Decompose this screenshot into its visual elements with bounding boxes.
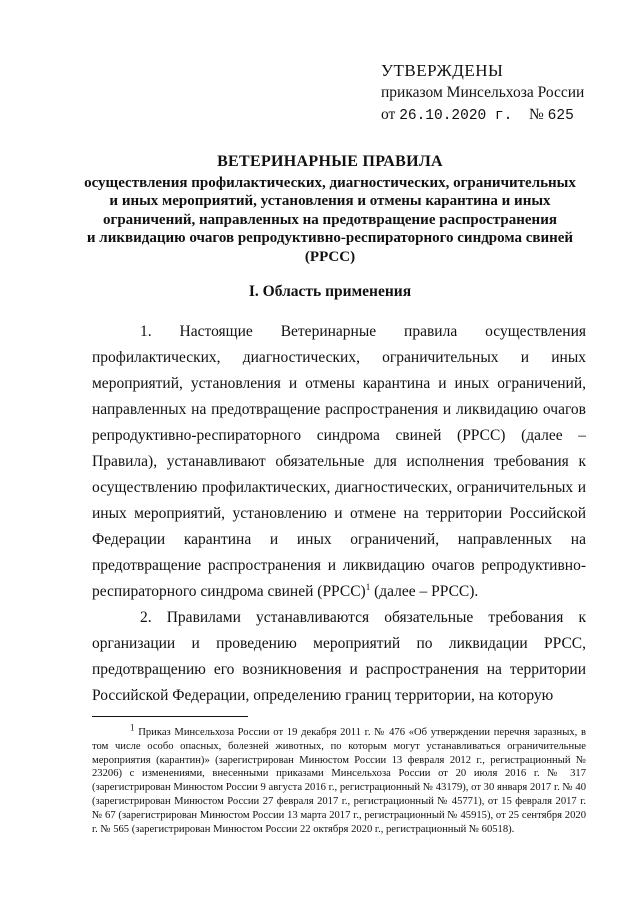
footnote-text: Приказ Минсельхоза России от 19 декабря 2011 г. № 476 «Об утверждении перечня заразных, в том числе особо опасных, болезней животных, по которым могут устанавливаться ограничительные мероприятия (карантин)» (зарегистрирован Минюстом России 13 февраля 2012 г., регистрационный № 23206) с изменениями, внесенными приказами Минсельхоза России от 20 июля 2016 г. № 317 (зарегистрирован Минюстом России 9 августа 2016 г., регистрационный № 43179), от 30 января 2017 г. № 40 (зарегистрирован Минюстом России 27 февраля 2017 г., регистрационный № 45771), от 15 февраля 2017 г. № 67 (зарегистрирован Минюстом России 13 марта 2017 г., регистрационный № 45915), от 25 сентября 2020 г. № 565 (зарегистрирован Минюстом России 22 октября 2020 г., регистрационный № 60518). (92, 727, 586, 835)
footnote-mark: 1 (130, 722, 135, 733)
approval-number-prefix: № (529, 106, 544, 123)
footnote (92, 722, 586, 836)
document-subtitle-line-2: и иных мероприятий, установления и отмены карантина и иных (109, 193, 551, 209)
paragraph-1-text: 1. Настоящие Ветеринарные правила осуществления профилактических, диагностических, ограничительных и иных мероприятий, установления и отмены карантина и иных ограничений, направленных на предотвращение распространения и ликвидацию очагов репродуктивно-респираторного синдрома свиней (РРСС) (далее – Правила), устанавливают обязательные для исполнения требования к осуществлению профилактических, диагностических, ограничительных и иных мероприятий, установлению и отмене на территории Российской Федерации карантина и иных ограничений, направленных на предотвращение распространения и ликвидацию очагов репродуктивно-респираторного синдрома свиней (РРСС) (92, 323, 586, 600)
document-subtitle-line-1: осуществления профилактических, диагностических, ограничительных (84, 174, 576, 191)
approval-issuer: приказом Минсельхоза России (381, 84, 585, 101)
section-heading: I. Область применения (248, 283, 412, 300)
footnote-reference[interactable]: 1 (365, 581, 371, 592)
document-title-block (70, 153, 590, 266)
paragraph-1-tail: (далее – РРСС). (370, 583, 479, 600)
paragraph-1 (92, 319, 586, 605)
approval-title: УТВЕРЖДЕНЫ (381, 61, 504, 80)
approval-date: 26.10.2020 г. (399, 108, 513, 124)
approval-date-prefix: от (381, 106, 396, 123)
document-subtitle-line-3: ограничений, направленных на предотвращение распространения (103, 211, 557, 228)
body-text (92, 319, 586, 709)
document-subtitle-line-4: и ликвидацию очагов репродуктивно-респираторного синдрома свиней (86, 230, 574, 246)
approval-date-line (381, 104, 601, 126)
footnote-paragraph (92, 722, 586, 836)
footnote-divider (92, 716, 248, 717)
approval-block (381, 60, 601, 126)
paragraph-2-text: 2. Правилами устанавливаются обязательные требования к организации и проведению мероприятий по ликвидации РРСС, предотвращению его возникновения и распространения на территории Российской Федерации, определению границ территории, на которую (92, 609, 586, 704)
approval-number: 625 (547, 108, 574, 124)
document-subtitle-line-5: (РРСС) (304, 248, 356, 265)
document-title: ВЕТЕРИНАРНЫЕ ПРАВИЛА (217, 153, 443, 170)
approval-number-wrap (529, 104, 574, 127)
paragraph-2 (92, 605, 586, 709)
